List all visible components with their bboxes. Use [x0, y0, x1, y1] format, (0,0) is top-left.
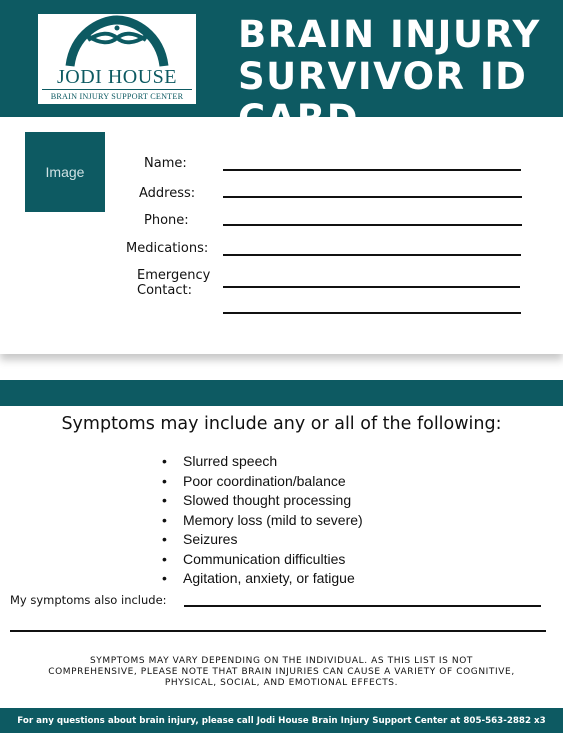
my-symptoms-label: My symptoms also include:	[10, 593, 167, 607]
phone-label: Phone:	[144, 213, 189, 228]
symptom-text: Slowed thought processing	[183, 492, 352, 508]
header-banner	[0, 0, 563, 117]
address-label: Address:	[139, 186, 196, 201]
emergency-label-line-1: Emergency	[137, 268, 211, 283]
logo-emblem-icon	[38, 14, 196, 70]
bullet-icon: •	[162, 511, 167, 528]
symptom-text: Agitation, anxiety, or fatigue	[183, 570, 355, 586]
my-symptoms-field-2[interactable]	[10, 630, 546, 632]
section-divider-bar	[0, 380, 563, 406]
list-item	[162, 452, 363, 472]
symptom-text: Slurred speech	[183, 453, 278, 469]
disclaimer-line-1: SYMPTOMS MAY VARY DEPENDING ON THE INDIVIDUAL. AS THIS LIST IS NOT	[89, 656, 474, 666]
bullet-icon: •	[162, 570, 167, 586]
emergency-label-line-2: Contact:	[137, 283, 192, 298]
title-line-2: SURVIVOR ID	[238, 55, 528, 98]
photo-placeholder[interactable]: Image	[25, 132, 105, 212]
list-item	[162, 569, 363, 589]
address-field[interactable]	[223, 196, 522, 198]
medications-field[interactable]	[223, 254, 521, 256]
emergency-contact-label	[137, 268, 210, 298]
bullet-icon: •	[162, 550, 167, 567]
list-item	[162, 511, 363, 531]
list-item	[162, 550, 363, 570]
list-item	[162, 491, 363, 511]
title-line-1: BRAIN INJURY	[238, 13, 541, 56]
bullet-icon: •	[162, 472, 167, 489]
symptoms-heading: Symptoms may include any or all of the following:	[61, 414, 502, 434]
list-item	[162, 472, 363, 492]
bullet-icon: •	[162, 492, 167, 508]
phone-field[interactable]	[223, 224, 522, 226]
disclaimer-line-2: COMPREHENSIVE, PLEASE NOTE THAT BRAIN INJURIES CAN CAUSE A VARIETY OF COGNITIVE,	[48, 667, 515, 677]
logo-subtitle: BRAIN INJURY SUPPORT CENTER	[42, 89, 192, 101]
symptom-text: Memory loss (mild to severe)	[183, 511, 363, 528]
symptoms-list	[162, 452, 363, 589]
footer-contact-text: For any questions about brain injury, please call Jodi House Brain Injury Support Center at 805-563-2882 x3	[17, 715, 546, 726]
symptom-text: Seizures	[183, 531, 238, 547]
my-symptoms-field[interactable]	[184, 605, 541, 607]
name-label: Name:	[144, 156, 187, 171]
symptom-text: Communication difficulties	[183, 550, 346, 567]
bullet-icon: •	[162, 531, 167, 547]
disclaimer-text	[20, 656, 543, 689]
emergency-contact-field-2[interactable]	[223, 312, 521, 314]
medications-label: Medications:	[126, 241, 209, 256]
logo-name: JODI HOUSE	[57, 66, 177, 88]
disclaimer-line-3: PHYSICAL, SOCIAL, AND EMOTIONAL EFFECTS.	[164, 678, 399, 688]
footer-bar	[0, 708, 563, 733]
name-field[interactable]	[223, 169, 521, 171]
list-item	[162, 530, 363, 550]
symptom-text: Poor coordination/balance	[183, 472, 346, 489]
bullet-icon: •	[162, 453, 167, 469]
jodi-house-logo	[38, 14, 196, 104]
emergency-contact-field[interactable]	[223, 286, 520, 288]
